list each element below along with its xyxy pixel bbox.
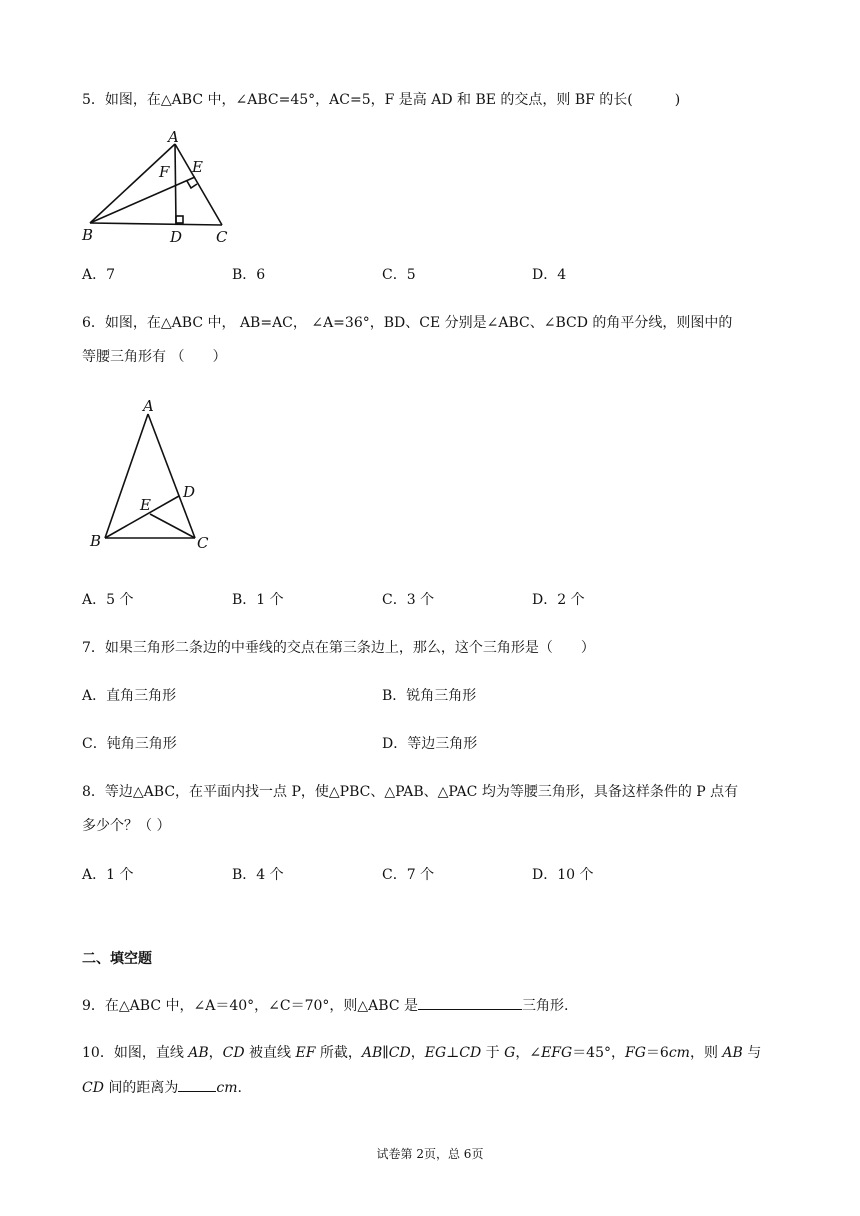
q10-fg: FG: [625, 1045, 646, 1061]
q10-cd: CD: [222, 1045, 245, 1061]
q10-seg: ，∠: [515, 1045, 542, 1061]
q10-text-line2: [82, 1077, 242, 1098]
q10-eg-perp: EG⊥CD: [424, 1045, 482, 1061]
q6-option-a[interactable]: A．5 个: [82, 592, 134, 608]
q10-parallel: AB∥CD: [361, 1045, 411, 1061]
q5-label-b: B: [82, 226, 94, 244]
q10-seg: 于: [481, 1045, 505, 1061]
q10-ab: AB: [188, 1045, 209, 1061]
q10-cm2: cm: [216, 1080, 238, 1096]
q5-option-d[interactable]: D．4: [532, 267, 567, 283]
q10-seg: 10．如图，直线: [82, 1045, 189, 1061]
q6-option-b[interactable]: B．1 个: [232, 592, 284, 608]
q5-label-a: A: [168, 130, 179, 146]
q10-seg: 与: [742, 1045, 762, 1061]
q10-seg: ，: [410, 1045, 425, 1061]
q6-label-a: A: [143, 397, 154, 415]
q5-label-d: D: [170, 228, 183, 246]
q10-ef: EF: [295, 1045, 316, 1061]
q8-option-c[interactable]: C．7 个: [382, 867, 435, 883]
q10-seg: 间的距离为: [103, 1080, 179, 1096]
q8-text-line1: 8．等边△ABC，在平面内找一点 P，使△PBC、△PAB、△PAC 均为等腰三角形，具备这样条件的 P 点有: [82, 784, 739, 800]
q10-seg: ，则: [689, 1045, 723, 1061]
q10-cd2: CD: [82, 1080, 104, 1096]
page-footer: 试卷第 2页，总 6页: [376, 1147, 484, 1161]
q10-answer-blank[interactable]: [178, 1077, 216, 1092]
q5-option-c[interactable]: C．5: [382, 267, 416, 283]
q10-seg: ＝45°，: [572, 1045, 626, 1061]
q6-label-e: E: [140, 496, 151, 514]
q8-option-a[interactable]: A．1 个: [82, 867, 134, 883]
q10-seg: 被直线: [244, 1045, 296, 1061]
q7-option-d[interactable]: D．等边三角形: [382, 736, 478, 752]
q5-label-c: C: [216, 228, 228, 246]
q8-option-d[interactable]: D．10 个: [532, 867, 594, 883]
q6-label-c: C: [197, 534, 209, 552]
q5-option-b[interactable]: B．6: [232, 267, 266, 283]
q5-label-f: F: [159, 163, 170, 181]
q10-seg: ，: [208, 1045, 223, 1061]
q8-text-line2: 多少个？（ ）: [82, 818, 171, 834]
q10-text-line1: [82, 1043, 761, 1063]
q6-label-b: B: [90, 532, 102, 550]
q6-text-line1: 6．如图，在△ABC 中， AB=AC， ∠A=36°，BD、CE 分别是∠ABC、∠BCD 的角平分线，则图中的: [82, 315, 733, 331]
q10-g: G: [504, 1045, 516, 1061]
q6-option-d[interactable]: D．2 个: [532, 592, 585, 608]
q9-text: [82, 995, 568, 1016]
q6-label-d: D: [183, 483, 196, 501]
q10-efg: EFG: [541, 1045, 573, 1061]
q10-seg: ＝6: [645, 1045, 669, 1061]
q6-triangle-figure: [85, 396, 220, 556]
q9-answer-blank[interactable]: [418, 995, 522, 1010]
q9-text-before: 9．在△ABC 中，∠A＝40°，∠C＝70°，则△ABC 是: [82, 998, 418, 1014]
q9-text-after: 三角形.: [522, 998, 569, 1014]
q10-seg: .: [237, 1080, 242, 1096]
q10-seg: 所截，: [315, 1045, 362, 1061]
q7-option-b[interactable]: B．锐角三角形: [382, 688, 477, 704]
q7-text: 7．如果三角形二条边的中垂线的交点在第三条边上，那么，这个三角形是（ ）: [82, 640, 595, 656]
q6-text-line2: 等腰三角形有 （ ）: [82, 349, 227, 365]
q10-ab2: AB: [722, 1045, 743, 1061]
q10-cm: cm: [668, 1045, 690, 1061]
section-title-fill-in: 二、填空题: [82, 951, 152, 967]
q8-option-b[interactable]: B．4 个: [232, 867, 284, 883]
q5-option-a[interactable]: A．7: [82, 267, 116, 283]
q5-text: 5．如图，在△ABC 中，∠ABC=45°，AC=5，F 是高 AD 和 BE 的交点，则 BF 的长( ): [82, 92, 681, 108]
q7-option-a[interactable]: A．直角三角形: [82, 688, 177, 704]
q7-option-c[interactable]: C．钝角三角形: [82, 736, 177, 752]
q5-triangle-figure: [80, 130, 240, 248]
q6-option-c[interactable]: C．3 个: [382, 592, 435, 608]
q5-label-e: E: [192, 158, 203, 176]
